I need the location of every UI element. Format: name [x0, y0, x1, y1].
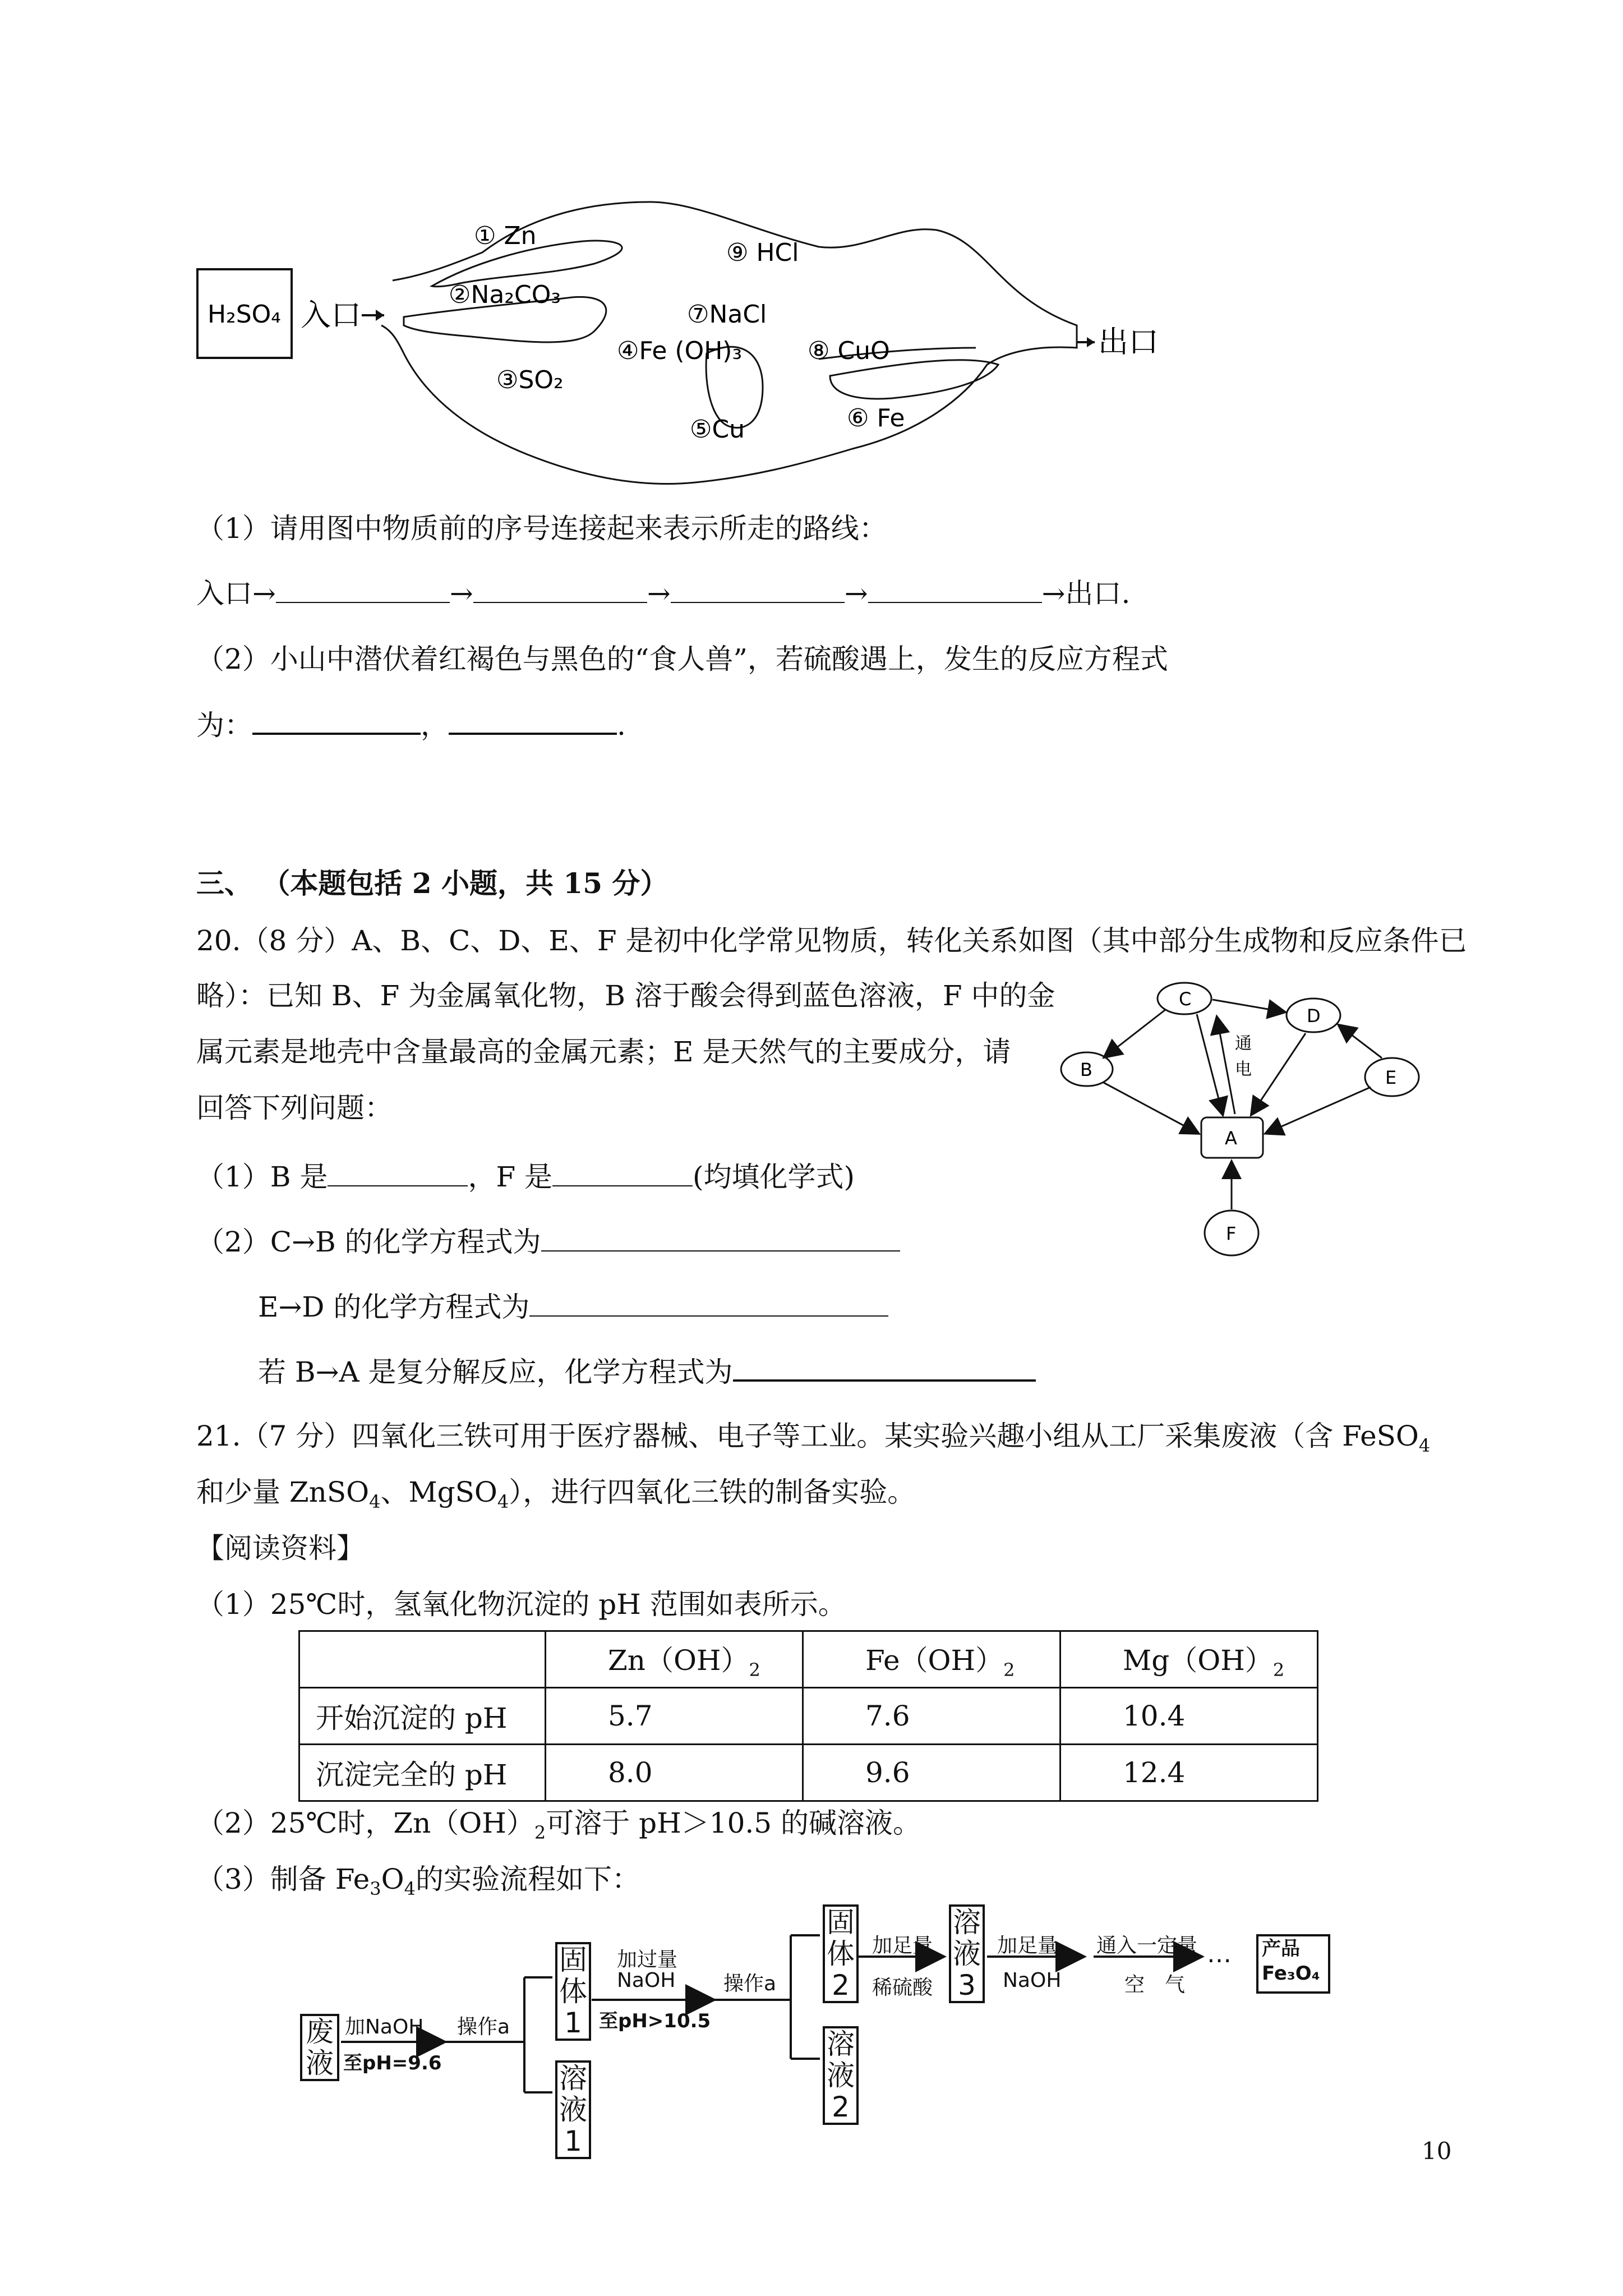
maze-item-8: ⑧ CuO [808, 337, 890, 365]
b-formula-blank[interactable] [328, 1161, 468, 1186]
step5-bottom: 空 气 [1124, 1973, 1186, 1996]
node-f: F [1226, 1223, 1237, 1244]
exit-label: 出口 [1098, 324, 1159, 360]
step2-mid: NaOH [617, 1969, 676, 1992]
step2-top: 加过量 [617, 1948, 678, 1971]
product-formula: Fe₃O₄ [1262, 1962, 1320, 1985]
op-a-2: 操作a [723, 1972, 777, 1995]
q20-line3: 属元素是地壳中含量最高的金属元素；E 是天然气的主要成分，请 [196, 1036, 1011, 1068]
table-cell: 沉淀完全的 pH [299, 1745, 546, 1801]
table-header-cell: $Zn(OH)_2$ [546, 1631, 803, 1688]
equation-blank-2[interactable] [449, 708, 617, 735]
table-cell: 8.0 [546, 1745, 803, 1801]
step1-top: 加NaOH [345, 2016, 424, 2039]
node-a: A [1225, 1128, 1237, 1149]
ph-table [298, 1630, 1318, 1802]
route-blank-2[interactable] [473, 577, 647, 603]
node-e: E [1385, 1067, 1397, 1088]
q19-part2-answer: 为： ， . [196, 709, 626, 742]
maze-item-2: ②Na₂CO₃ [449, 280, 561, 309]
q20-sub1: （1）B 是 ，F 是 (均填化学式) [196, 1161, 855, 1193]
product-label: 产品 [1262, 1938, 1300, 1960]
equation-blank-1[interactable] [252, 708, 421, 735]
acid-box-label: H₂SO₄ [208, 300, 281, 329]
q21-line2: 和少量 ZnSO$_4$、MgSO$_4$），进行四氧化三铁的制备实验。 [196, 1476, 916, 1512]
entrance-label: 入口 [301, 297, 361, 333]
page-number: 10 [1422, 2137, 1452, 2165]
solid2-box: 固体2 [823, 1904, 859, 2003]
q21-line1: 21.（7 分）四氧化三铁可用于医疗器械、电子等工业。某实验兴趣小组从工厂采集废液（含 FeSO$_4$ [196, 1420, 1431, 1456]
table-header-cell: $Mg(OH)_2$ [1061, 1631, 1318, 1688]
table-header-cell [299, 1631, 546, 1688]
op-a-1: 操作a [457, 2016, 510, 2039]
solution3-box: 溶液3 [949, 1904, 985, 2003]
maze-item-6: ⑥ Fe [847, 404, 905, 432]
q19-part1: （1）请用图中物质前的序号连接起来表示所走的路线： [196, 512, 887, 545]
q20-sub2-b: 若 B→A 是复分解反应，化学方程式为 [258, 1355, 1036, 1389]
section-3-heading: 三、 （本题包括 2 小题，共 15 分） [196, 867, 668, 900]
step1-bottom: 至pH=9.6 [343, 2052, 442, 2074]
waste-box: 废液 [300, 2014, 339, 2081]
step5-top: 通入一定量 [1096, 1934, 1198, 1957]
table-cell: 9.6 [803, 1745, 1061, 1801]
maze-item-3: ③SO₂ [496, 366, 564, 394]
step4-top: 加足量 [997, 1934, 1058, 1957]
table-row [299, 1745, 1318, 1801]
flow-dots: … [1207, 1940, 1232, 1968]
label-dian: 电 [1235, 1060, 1252, 1079]
q21-reading: 【阅读资料】 [196, 1532, 365, 1565]
q20-sub2: （2）C→B 的化学方程式为 [196, 1225, 900, 1259]
q20-line1: 20.（8 分）A、B、C、D、E、F 是初中化学常见物质，转化关系如图（其中部分生成物和反应条件已 [196, 924, 1467, 957]
q19-part2: （2）小山中潜伏着红褐色与黑色的“食人兽”，若硫酸遇上，发生的反应方程式 [196, 643, 1168, 675]
step3-bottom: 稀硫酸 [872, 1976, 933, 1999]
node-b: B [1080, 1059, 1092, 1080]
route-blank-3[interactable] [671, 577, 845, 603]
node-d: D [1307, 1005, 1321, 1027]
table-cell: 10.4 [1061, 1688, 1318, 1745]
q19-route: 入口→ → → → →出口. [196, 577, 1131, 610]
f-formula-blank[interactable] [552, 1161, 693, 1186]
q21-r2: （2）25℃时，$Zn(OH)_2$可溶于 pH＞10.5 的碱溶液。 [196, 1807, 921, 1843]
q20-sub2-e: E→D 的化学方程式为 [258, 1290, 888, 1324]
table-header-row [299, 1631, 1318, 1688]
q20-line4: 回答下列问题： [196, 1092, 393, 1124]
route-blank-1[interactable] [276, 577, 450, 603]
table-cell: 5.7 [546, 1688, 803, 1745]
q21-r3: （3）制备 $Fe_3O_4$的实验流程如下： [196, 1863, 640, 1899]
b-to-a-blank[interactable] [733, 1355, 1036, 1382]
maze-item-1: ① Zn [474, 222, 537, 250]
q21-r1: （1）25℃时，氢氧化物沉淀的 pH 范围如表所示。 [196, 1588, 846, 1621]
table-cell: 7.6 [803, 1688, 1061, 1745]
maze-item-7: ⑦NaCl [687, 300, 767, 329]
table-cell: 12.4 [1061, 1745, 1318, 1801]
product-box [1256, 1934, 1330, 1994]
solid1-box: 固体1 [555, 1942, 591, 2041]
table-header-cell: $Fe(OH)_2$ [803, 1631, 1061, 1688]
flow-lines [0, 1907, 1623, 2160]
table-row [299, 1688, 1318, 1745]
step4-bottom: NaOH [1003, 1969, 1062, 1992]
maze-item-9: ⑨ HCl [726, 238, 799, 267]
step3-top: 加足量 [872, 1934, 933, 1957]
e-to-d-blank[interactable] [529, 1291, 888, 1317]
table-cell: 开始沉淀的 pH [299, 1688, 546, 1745]
maze-item-5: ⑤Cu [690, 415, 745, 444]
label-tong: 通 [1235, 1034, 1252, 1053]
solution1-box: 溶液1 [555, 2060, 591, 2159]
route-blank-4[interactable] [868, 577, 1042, 603]
maze-figure [191, 185, 1178, 499]
solution2-box: 溶液2 [823, 2026, 859, 2125]
q20-diagram [1054, 965, 1447, 1262]
node-c: C [1179, 988, 1192, 1010]
c-to-b-blank[interactable] [541, 1226, 900, 1251]
maze-item-4: ④Fe (OH)₃ [617, 337, 743, 365]
q20-line2: 略）：已知 B、F 为金属氧化物，B 溶于酸会得到蓝色溶液，F 中的金 [196, 979, 1055, 1012]
step2-bottom: 至pH>10.5 [599, 2010, 711, 2032]
